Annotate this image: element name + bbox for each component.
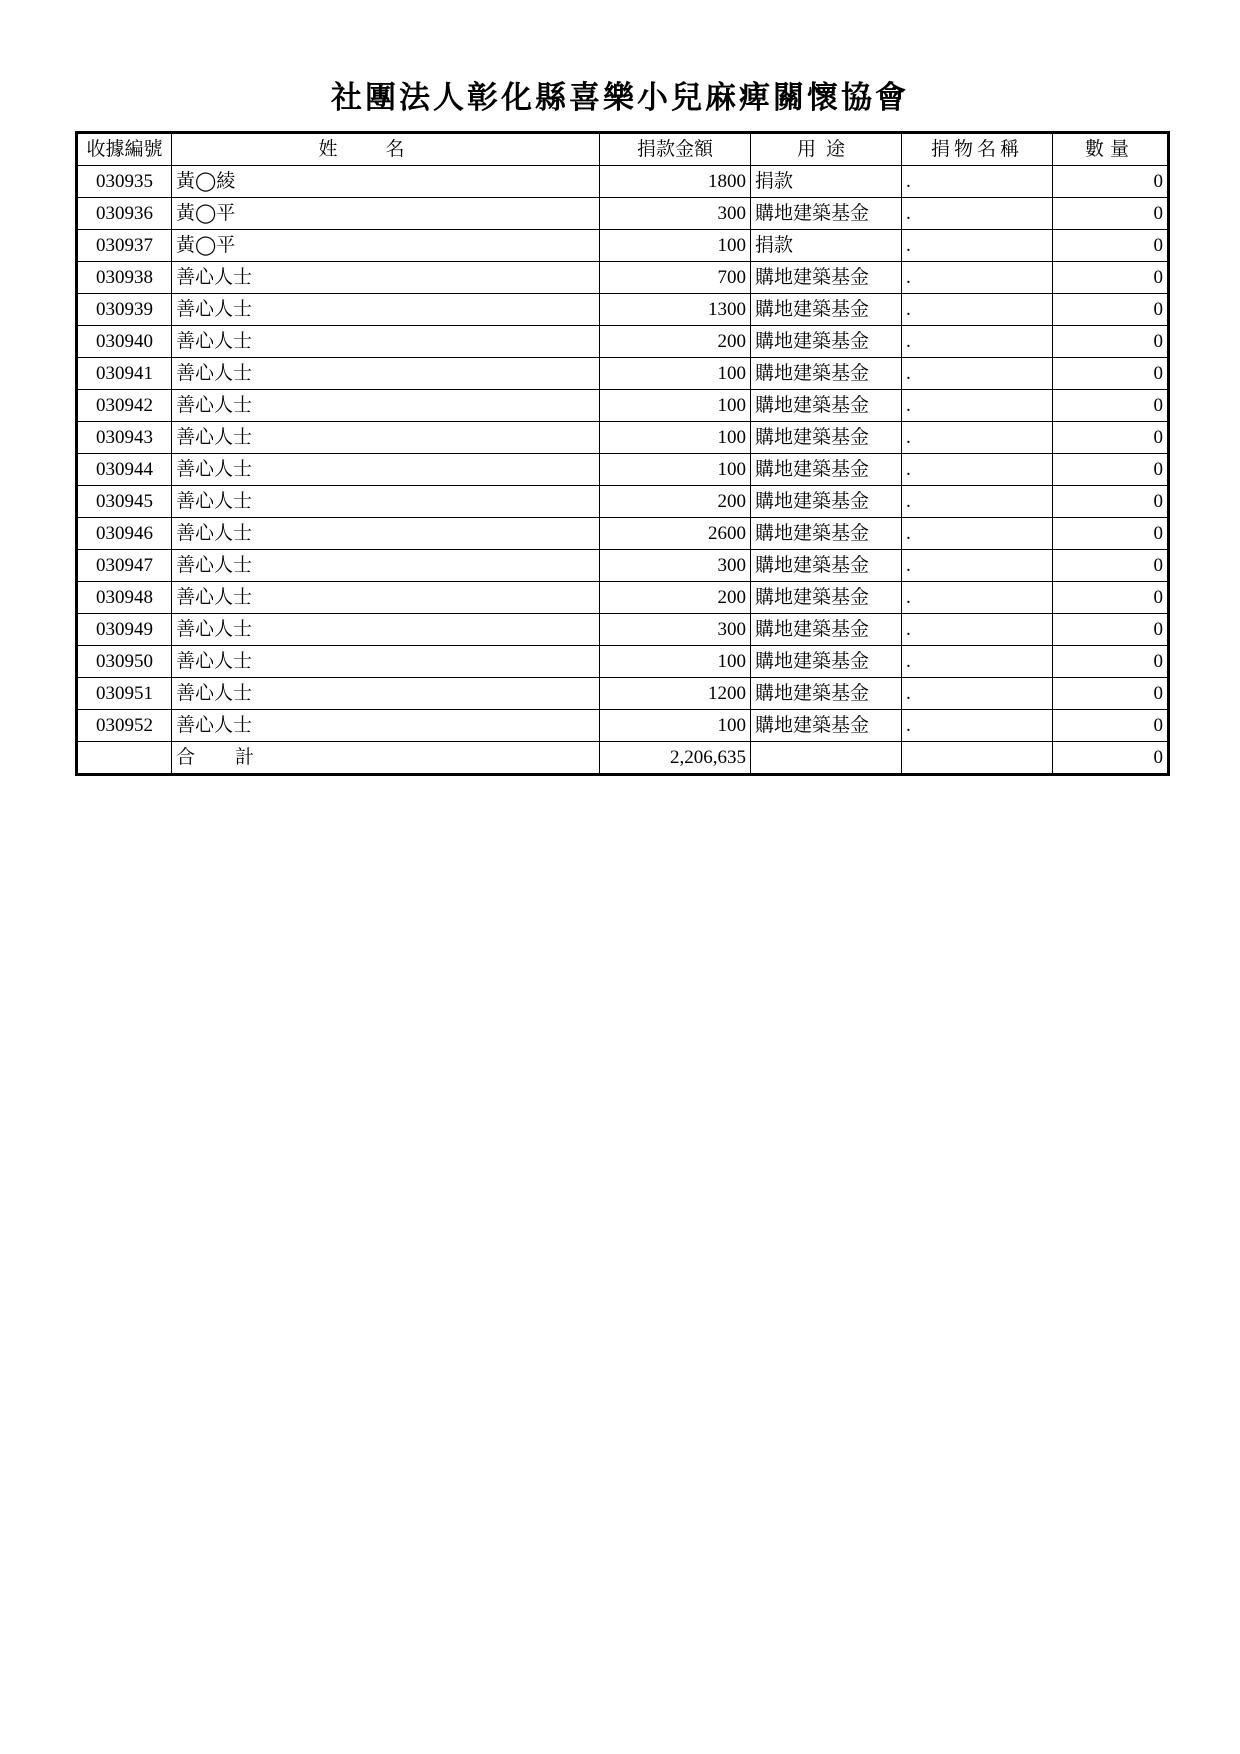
table-row bbox=[77, 678, 1169, 710]
total-receipt-cell bbox=[77, 742, 172, 775]
table-row bbox=[77, 518, 1169, 550]
cell-purpose: 購地建築基金 bbox=[751, 614, 902, 646]
cell-name: 善心人士 bbox=[172, 422, 600, 454]
cell-item-name: . bbox=[902, 454, 1053, 486]
table-row bbox=[77, 710, 1169, 742]
cell-name: 善心人士 bbox=[172, 486, 600, 518]
cell-receipt-no: 030951 bbox=[77, 678, 172, 710]
cell-amount: 300 bbox=[600, 550, 751, 582]
cell-item-name: . bbox=[902, 518, 1053, 550]
cell-item-name: . bbox=[902, 486, 1053, 518]
cell-receipt-no: 030936 bbox=[77, 198, 172, 230]
cell-item-name: . bbox=[902, 326, 1053, 358]
cell-receipt-no: 030943 bbox=[77, 422, 172, 454]
cell-item-name: . bbox=[902, 422, 1053, 454]
cell-purpose: 購地建築基金 bbox=[751, 262, 902, 294]
cell-amount: 700 bbox=[600, 262, 751, 294]
cell-item-name: . bbox=[902, 614, 1053, 646]
cell-name: 善心人士 bbox=[172, 390, 600, 422]
cell-purpose: 購地建築基金 bbox=[751, 486, 902, 518]
cell-item-name: . bbox=[902, 390, 1053, 422]
header-amount: 捐款金額 bbox=[600, 133, 751, 166]
cell-purpose: 購地建築基金 bbox=[751, 646, 902, 678]
cell-quantity: 0 bbox=[1053, 166, 1169, 198]
cell-name: 善心人士 bbox=[172, 710, 600, 742]
total-quantity: 0 bbox=[1053, 742, 1169, 775]
cell-quantity: 0 bbox=[1053, 198, 1169, 230]
cell-name: 善心人士 bbox=[172, 614, 600, 646]
cell-name: 黃◯綾 bbox=[172, 166, 600, 198]
header-item-name-label: 捐物名稱 bbox=[930, 139, 1023, 160]
header-quantity bbox=[1053, 133, 1169, 166]
cell-quantity: 0 bbox=[1053, 326, 1169, 358]
cell-name: 善心人士 bbox=[172, 326, 600, 358]
cell-quantity: 0 bbox=[1053, 646, 1169, 678]
cell-purpose: 購地建築基金 bbox=[751, 198, 902, 230]
cell-name: 黃◯平 bbox=[172, 198, 600, 230]
cell-receipt-no: 030941 bbox=[77, 358, 172, 390]
table-row bbox=[77, 230, 1169, 262]
total-label-cell bbox=[172, 742, 600, 775]
cell-item-name: . bbox=[902, 294, 1053, 326]
cell-amount: 100 bbox=[600, 230, 751, 262]
cell-purpose: 購地建築基金 bbox=[751, 678, 902, 710]
cell-receipt-no: 030952 bbox=[77, 710, 172, 742]
cell-name: 善心人士 bbox=[172, 550, 600, 582]
table-row bbox=[77, 582, 1169, 614]
cell-purpose: 購地建築基金 bbox=[751, 518, 902, 550]
cell-purpose: 購地建築基金 bbox=[751, 358, 902, 390]
donation-table bbox=[75, 131, 1170, 776]
cell-receipt-no: 030935 bbox=[77, 166, 172, 198]
cell-receipt-no: 030938 bbox=[77, 262, 172, 294]
cell-item-name: . bbox=[902, 166, 1053, 198]
cell-purpose: 購地建築基金 bbox=[751, 390, 902, 422]
cell-amount: 100 bbox=[600, 358, 751, 390]
cell-name: 善心人士 bbox=[172, 518, 600, 550]
cell-receipt-no: 030944 bbox=[77, 454, 172, 486]
cell-amount: 1800 bbox=[600, 166, 751, 198]
cell-quantity: 0 bbox=[1053, 678, 1169, 710]
table-row bbox=[77, 326, 1169, 358]
cell-name: 善心人士 bbox=[172, 294, 600, 326]
cell-quantity: 0 bbox=[1053, 550, 1169, 582]
cell-name: 善心人士 bbox=[172, 646, 600, 678]
table-row bbox=[77, 166, 1169, 198]
cell-receipt-no: 030946 bbox=[77, 518, 172, 550]
header-name bbox=[172, 133, 600, 166]
cell-amount: 1200 bbox=[600, 678, 751, 710]
cell-amount: 100 bbox=[600, 646, 751, 678]
cell-name: 善心人士 bbox=[172, 454, 600, 486]
cell-item-name: . bbox=[902, 230, 1053, 262]
table-row bbox=[77, 646, 1169, 678]
cell-purpose: 捐款 bbox=[751, 230, 902, 262]
cell-amount: 200 bbox=[600, 326, 751, 358]
table-row bbox=[77, 358, 1169, 390]
cell-purpose: 購地建築基金 bbox=[751, 582, 902, 614]
cell-receipt-no: 030939 bbox=[77, 294, 172, 326]
header-item-name bbox=[902, 133, 1053, 166]
table-header-row bbox=[77, 133, 1169, 166]
cell-purpose: 購地建築基金 bbox=[751, 326, 902, 358]
table-row bbox=[77, 198, 1169, 230]
table-row bbox=[77, 422, 1169, 454]
total-amount: 2,206,635 bbox=[600, 742, 751, 775]
document-title: 社團法人彰化縣喜樂小兒麻痺關懷協會 bbox=[331, 80, 909, 116]
cell-item-name: . bbox=[902, 710, 1053, 742]
cell-receipt-no: 030945 bbox=[77, 486, 172, 518]
cell-item-name: . bbox=[902, 646, 1053, 678]
header-name-label: 姓名 bbox=[318, 139, 453, 160]
table-row bbox=[77, 262, 1169, 294]
cell-amount: 300 bbox=[600, 198, 751, 230]
cell-amount: 200 bbox=[600, 486, 751, 518]
cell-amount: 100 bbox=[600, 390, 751, 422]
cell-receipt-no: 030942 bbox=[77, 390, 172, 422]
cell-quantity: 0 bbox=[1053, 710, 1169, 742]
cell-purpose: 購地建築基金 bbox=[751, 454, 902, 486]
header-purpose bbox=[751, 133, 902, 166]
cell-item-name: . bbox=[902, 550, 1053, 582]
cell-purpose: 購地建築基金 bbox=[751, 294, 902, 326]
cell-quantity: 0 bbox=[1053, 422, 1169, 454]
header-purpose-label: 用途 bbox=[796, 139, 855, 160]
cell-quantity: 0 bbox=[1053, 454, 1169, 486]
cell-receipt-no: 030949 bbox=[77, 614, 172, 646]
cell-purpose: 購地建築基金 bbox=[751, 710, 902, 742]
cell-item-name: . bbox=[902, 262, 1053, 294]
cell-item-name: . bbox=[902, 678, 1053, 710]
table-row bbox=[77, 614, 1169, 646]
header-receipt-no: 收據編號 bbox=[77, 133, 172, 166]
cell-purpose: 捐款 bbox=[751, 166, 902, 198]
table-row bbox=[77, 550, 1169, 582]
total-row bbox=[77, 742, 1169, 775]
cell-amount: 1300 bbox=[600, 294, 751, 326]
cell-purpose: 購地建築基金 bbox=[751, 550, 902, 582]
cell-amount: 100 bbox=[600, 454, 751, 486]
cell-amount: 300 bbox=[600, 614, 751, 646]
total-item-cell bbox=[902, 742, 1053, 775]
cell-quantity: 0 bbox=[1053, 358, 1169, 390]
cell-receipt-no: 030937 bbox=[77, 230, 172, 262]
cell-name: 善心人士 bbox=[172, 262, 600, 294]
table-body bbox=[77, 166, 1169, 742]
table-row bbox=[77, 486, 1169, 518]
total-label: 合計 bbox=[176, 747, 295, 768]
cell-amount: 100 bbox=[600, 710, 751, 742]
cell-name: 善心人士 bbox=[172, 678, 600, 710]
table-row bbox=[77, 390, 1169, 422]
cell-receipt-no: 030940 bbox=[77, 326, 172, 358]
table-row bbox=[77, 294, 1169, 326]
cell-quantity: 0 bbox=[1053, 614, 1169, 646]
total-purpose-cell bbox=[751, 742, 902, 775]
table-row bbox=[77, 454, 1169, 486]
cell-purpose: 購地建築基金 bbox=[751, 422, 902, 454]
cell-amount: 2600 bbox=[600, 518, 751, 550]
cell-item-name: . bbox=[902, 358, 1053, 390]
cell-amount: 200 bbox=[600, 582, 751, 614]
cell-amount: 100 bbox=[600, 422, 751, 454]
cell-quantity: 0 bbox=[1053, 230, 1169, 262]
cell-quantity: 0 bbox=[1053, 582, 1169, 614]
cell-name: 黃◯平 bbox=[172, 230, 600, 262]
cell-quantity: 0 bbox=[1053, 486, 1169, 518]
cell-receipt-no: 030947 bbox=[77, 550, 172, 582]
header-quantity-label: 數量 bbox=[1084, 139, 1135, 160]
cell-quantity: 0 bbox=[1053, 518, 1169, 550]
cell-receipt-no: 030948 bbox=[77, 582, 172, 614]
cell-item-name: . bbox=[902, 582, 1053, 614]
cell-quantity: 0 bbox=[1053, 390, 1169, 422]
cell-name: 善心人士 bbox=[172, 358, 600, 390]
cell-receipt-no: 030950 bbox=[77, 646, 172, 678]
cell-quantity: 0 bbox=[1053, 294, 1169, 326]
cell-quantity: 0 bbox=[1053, 262, 1169, 294]
cell-item-name: . bbox=[902, 198, 1053, 230]
cell-name: 善心人士 bbox=[172, 582, 600, 614]
